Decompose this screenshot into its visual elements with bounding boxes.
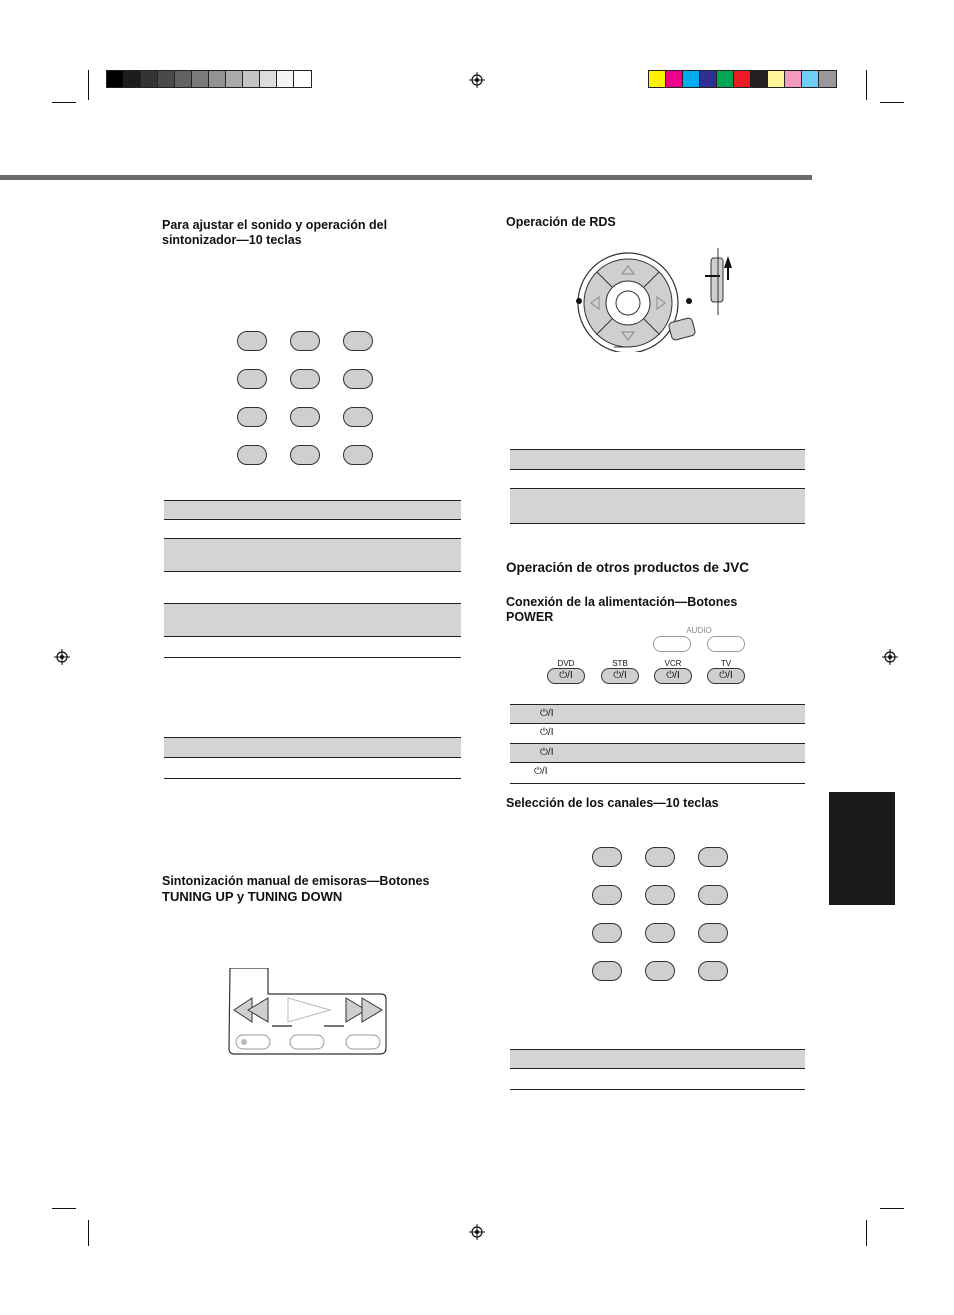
color-swatch xyxy=(785,71,802,87)
keypad-key[interactable] xyxy=(343,445,373,465)
keypad-key[interactable] xyxy=(645,961,675,981)
table-row xyxy=(510,1050,805,1068)
table-row xyxy=(510,450,805,469)
color-swatch xyxy=(666,71,683,87)
keypad-key[interactable] xyxy=(290,331,320,351)
keypad-key[interactable] xyxy=(645,923,675,943)
table-rule xyxy=(510,469,805,470)
crop-mark xyxy=(880,1208,904,1209)
keypad-key[interactable] xyxy=(343,369,373,389)
stb-label: STB xyxy=(612,659,628,668)
color-swatch xyxy=(243,71,260,87)
color-swatch xyxy=(107,71,124,87)
vcr-label: VCR xyxy=(664,659,682,668)
keypad-key[interactable] xyxy=(698,847,728,867)
keypad-key[interactable] xyxy=(592,847,622,867)
keypad-key[interactable] xyxy=(290,445,320,465)
color-swatch xyxy=(768,71,785,87)
crop-mark xyxy=(52,102,76,103)
stb-power-button[interactable]: ⏻/I xyxy=(601,668,639,684)
keypad-key[interactable] xyxy=(343,331,373,351)
tv-label: TV xyxy=(720,659,732,668)
color-swatch xyxy=(649,71,666,87)
heading-channels: Selección de los canales—10 teclas xyxy=(506,796,719,810)
keypad-key[interactable] xyxy=(290,407,320,427)
crop-mark xyxy=(866,1220,867,1246)
color-swatch xyxy=(141,71,158,87)
heading-jvc-products: Operación de otros productos de JVC xyxy=(506,560,750,575)
keypad-key[interactable] xyxy=(290,369,320,389)
color-swatch xyxy=(802,71,819,87)
top-rule xyxy=(0,175,812,180)
registration-icon xyxy=(882,649,898,665)
registration-icon xyxy=(469,72,485,88)
color-swatch xyxy=(277,71,294,87)
audio-power-button[interactable] xyxy=(653,636,691,652)
keypad-key[interactable] xyxy=(343,407,373,427)
crop-mark xyxy=(88,70,89,100)
table-rule xyxy=(510,1068,805,1069)
tuning-buttons-icon xyxy=(226,968,390,1058)
keypad-key[interactable] xyxy=(592,885,622,905)
power-symbol: ⏻/I xyxy=(540,727,554,738)
heading-manual-tuning xyxy=(162,874,462,904)
table-rule xyxy=(510,762,805,763)
table-rule xyxy=(510,1089,805,1090)
language-side-tab xyxy=(829,792,895,905)
color-swatch xyxy=(734,71,751,87)
table-rule xyxy=(164,778,461,779)
color-swatch xyxy=(819,71,836,87)
keypad-key[interactable] xyxy=(698,885,728,905)
heading-rds: Operación de RDS xyxy=(506,215,616,229)
color-swatch xyxy=(158,71,175,87)
keypad-key[interactable] xyxy=(698,923,728,943)
color-swatch xyxy=(226,71,243,87)
heading-line: Conexión de la alimentación—Botones xyxy=(506,595,738,609)
heading-line: TUNING UP y TUNING DOWN xyxy=(162,889,343,904)
color-swatch xyxy=(124,71,141,87)
keypad-key[interactable] xyxy=(237,369,267,389)
heading-line: POWER xyxy=(506,610,554,624)
power-symbol: ⏻/I xyxy=(540,747,554,758)
color-swatch xyxy=(209,71,226,87)
table-rule xyxy=(510,523,805,524)
color-swatch xyxy=(192,71,209,87)
color-swatch xyxy=(683,71,700,87)
color-swatch xyxy=(700,71,717,87)
heading-power xyxy=(506,595,796,625)
table-rule xyxy=(510,723,805,724)
keypad-key[interactable] xyxy=(237,445,267,465)
table-row xyxy=(510,744,805,762)
keypad-key[interactable] xyxy=(237,331,267,351)
keypad-key[interactable] xyxy=(592,961,622,981)
color-swatch xyxy=(175,71,192,87)
rds-dial-icon xyxy=(572,240,742,352)
table-row xyxy=(164,738,461,757)
table-rule xyxy=(164,657,461,658)
tv-power-button[interactable]: ⏻/I xyxy=(707,668,745,684)
keypad-key[interactable] xyxy=(237,407,267,427)
color-swatch xyxy=(260,71,277,87)
crop-mark xyxy=(52,1208,76,1209)
crop-mark xyxy=(866,70,867,100)
table-row xyxy=(164,539,461,571)
crop-mark xyxy=(880,102,904,103)
table-row xyxy=(164,604,461,636)
keypad-key[interactable] xyxy=(645,847,675,867)
table-row xyxy=(510,705,805,723)
table-rule xyxy=(164,757,461,758)
heading-sound-tuner: Para ajustar el sonido y operación del sintonizador—10 teclas xyxy=(162,218,388,247)
crop-mark xyxy=(88,1220,89,1246)
color-swatch xyxy=(751,71,768,87)
vcr-power-button[interactable]: ⏻/I xyxy=(654,668,692,684)
power-symbol: ⏻/I xyxy=(534,766,548,777)
registration-icon xyxy=(469,1224,485,1240)
table-row xyxy=(164,501,461,519)
color-swatch xyxy=(294,71,311,87)
keypad-key[interactable] xyxy=(592,923,622,943)
table-row xyxy=(510,489,805,523)
heading-line: Sintonización manual de emisoras—Botones xyxy=(162,874,430,888)
table-rule xyxy=(164,519,461,520)
keypad-key[interactable] xyxy=(698,961,728,981)
audio-power-button[interactable] xyxy=(707,636,745,652)
table-rule xyxy=(510,783,805,784)
process-color-bar xyxy=(648,70,837,88)
table-rule xyxy=(164,636,461,637)
table-rule xyxy=(164,571,461,572)
audio-label: AUDIO xyxy=(686,626,712,635)
keypad-key[interactable] xyxy=(645,885,675,905)
dvd-label: DVD xyxy=(557,659,575,668)
registration-icon xyxy=(54,649,70,665)
dvd-power-button[interactable]: ⏻/I xyxy=(547,668,585,684)
grayscale-color-bar xyxy=(106,70,312,88)
color-swatch xyxy=(717,71,734,87)
power-symbol: ⏻/I xyxy=(540,708,554,719)
